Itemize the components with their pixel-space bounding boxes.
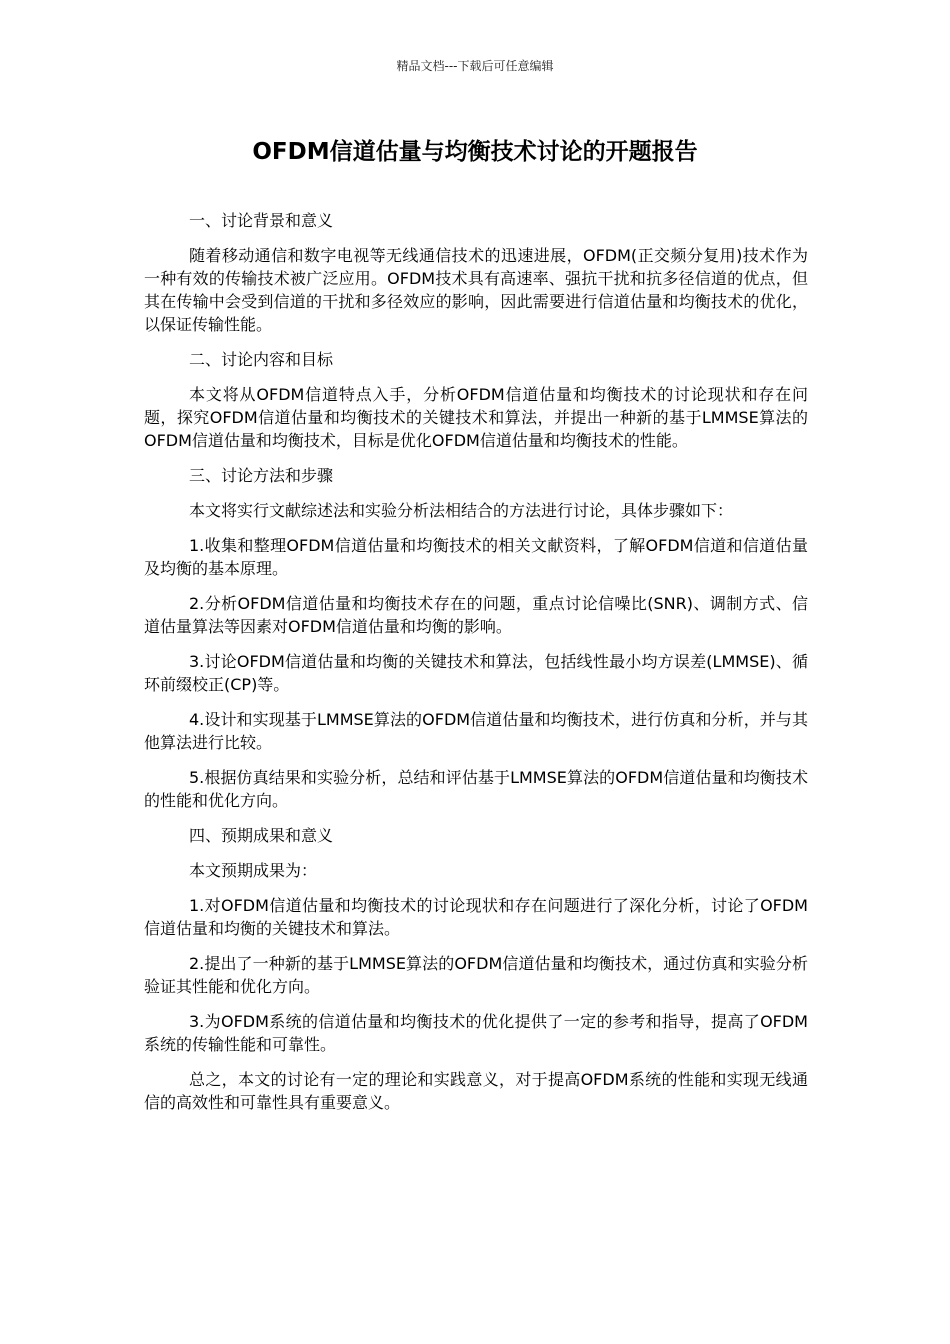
section-heading-background: 一、讨论背景和意义 xyxy=(189,211,334,230)
list-item-step-4: 4.设计和实现基于LMMSE算法的OFDM信道估量和均衡技术，进行仿真和分析，并与其他算法进行比较。 xyxy=(144,710,808,752)
paragraph-content-goals: 本文将从OFDM信道特点入手，分析OFDM信道估量和均衡技术的讨论现状和存在问题，探究OFDM信道估量和均衡技术的关键技术和算法，并提出一种新的基于LMMSE算法的OFDM信道估量和均衡技术，目标是优化OFDM信道估量和均衡技术的性能。 xyxy=(144,385,808,450)
paragraph-background: 随着移动通信和数字电视等无线通信技术的迅速进展，OFDM(正交频分复用)技术作为一种有效的传输技术被广泛应用。OFDM技术具有高速率、强抗干扰和抗多径信道的优点，但其在传输中会受到信道的干扰和多径效应的影响，因此需要进行信道估量和均衡技术的优化，以保证传输性能。 xyxy=(144,246,808,334)
paragraph-conclusion: 总之，本文的讨论有一定的理论和实践意义，对于提高OFDM系统的性能和实现无线通信的高效性和可靠性具有重要意义。 xyxy=(144,1070,808,1112)
list-item-step-3: 3.讨论OFDM信道估量和均衡的关键技术和算法，包括线性最小均方误差(LMMSE)、循环前缀校正(CP)等。 xyxy=(144,652,808,694)
list-item-step-5: 5.根据仿真结果和实验分析，总结和评估基于LMMSE算法的OFDM信道估量和均衡技术的性能和优化方向。 xyxy=(144,768,808,810)
list-item-step-1: 1.收集和整理OFDM信道估量和均衡技术的相关文献资料，了解OFDM信道和信道估量及均衡的基本原理。 xyxy=(144,536,808,578)
document-title: OFDM信道估量与均衡技术讨论的开题报告 xyxy=(252,139,698,165)
list-item-result-1: 1.对OFDM信道估量和均衡技术的讨论现状和存在问题进行了深化分析，讨论了OFDM信道估量和均衡的关键技术和算法。 xyxy=(144,896,808,938)
header-note: 精品文档---下载后可任意编辑 xyxy=(396,59,554,73)
paragraph-methods-intro: 本文将实行文献综述法和实验分析法相结合的方法进行讨论，具体步骤如下： xyxy=(189,501,734,520)
document-body xyxy=(144,209,808,1126)
paragraph-expected-intro: 本文预期成果为： xyxy=(189,861,318,880)
list-item-step-2: 2.分析OFDM信道估量和均衡技术存在的问题，重点讨论信噪比(SNR)、调制方式、信道估量算法等因素对OFDM信道估量和均衡的影响。 xyxy=(144,594,808,636)
list-item-result-2: 2.提出了一种新的基于LMMSE算法的OFDM信道估量和均衡技术，通过仿真和实验分析验证其性能和优化方向。 xyxy=(144,954,808,996)
section-heading-methods: 三、讨论方法和步骤 xyxy=(189,466,334,485)
list-item-result-3: 3.为OFDM系统的信道估量和均衡技术的优化提供了一定的参考和指导，提高了OFDM系统的传输性能和可靠性。 xyxy=(144,1012,808,1054)
section-heading-content-goals: 二、讨论内容和目标 xyxy=(189,350,334,369)
section-heading-expected-results: 四、预期成果和意义 xyxy=(189,826,334,845)
